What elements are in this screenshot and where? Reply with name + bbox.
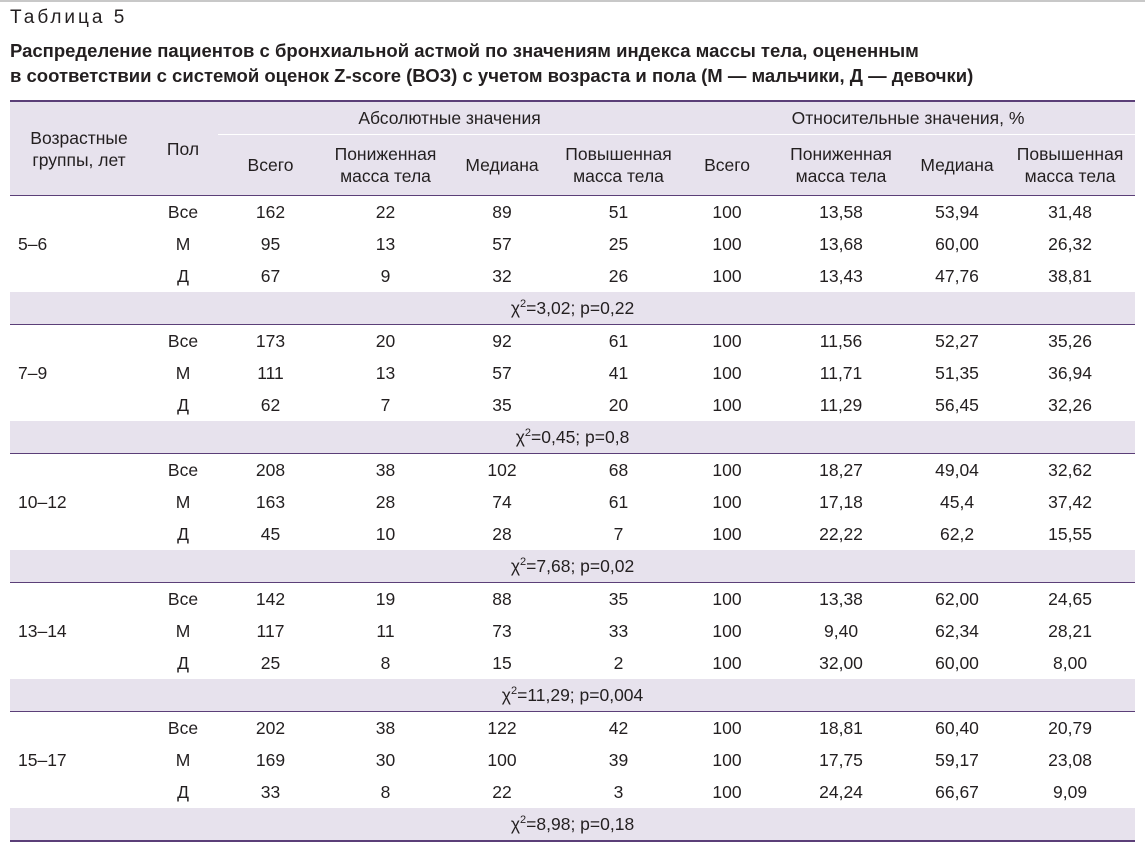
- sex-cell: М: [175, 491, 191, 512]
- chi-exponent: 2: [510, 684, 518, 697]
- value-cell: 51: [556, 196, 681, 229]
- value-cell: 173: [218, 325, 323, 358]
- chi-symbol: χ: [501, 684, 511, 705]
- age-group-cell: 13–14: [10, 583, 148, 680]
- chi-exponent: 2: [520, 813, 527, 826]
- value-cell: 33: [260, 781, 281, 802]
- value-cell: 100: [712, 620, 742, 641]
- value-cell: 9,09: [1053, 781, 1088, 802]
- value-cell: 122: [448, 712, 556, 745]
- value-cell: 163: [255, 491, 286, 512]
- chi-square-row: [10, 808, 1135, 841]
- sex-cell: Все: [148, 712, 218, 745]
- value-cell: 22,22: [819, 523, 863, 544]
- value-cell: 13,68: [819, 233, 863, 254]
- value-cell: 25: [260, 652, 281, 673]
- chi-symbol: χ: [510, 297, 521, 318]
- value-cell: 13: [375, 362, 396, 383]
- header-age-group: Возрастные группы, лет: [10, 101, 148, 196]
- value-cell: 60,40: [909, 712, 1005, 745]
- sex-cell: Д: [177, 781, 189, 802]
- table-row: [10, 583, 1135, 616]
- value-cell: 73: [492, 620, 512, 641]
- value-cell: 62: [260, 394, 281, 415]
- sex-cell: М: [175, 620, 191, 641]
- table-row: [10, 486, 1135, 518]
- table-caption: [10, 38, 1135, 88]
- value-cell: 8: [380, 781, 391, 802]
- value-cell: 7: [613, 523, 624, 544]
- value-cell: 35: [556, 583, 681, 616]
- value-cell: 100: [712, 781, 742, 802]
- value-cell: 28,21: [1048, 620, 1092, 641]
- chi-symbol: χ: [510, 555, 521, 576]
- value-cell: 88: [448, 583, 556, 616]
- value-cell: 61: [608, 491, 629, 512]
- sex-cell: Д: [177, 523, 189, 544]
- value-cell: 67: [260, 265, 281, 286]
- sex-cell: Все: [148, 454, 218, 487]
- value-cell: 22: [323, 196, 448, 229]
- value-cell: 35: [492, 394, 512, 415]
- age-group-cell: 7–9: [10, 325, 148, 422]
- table-row: [10, 260, 1135, 292]
- value-cell: 60,00: [935, 652, 979, 673]
- value-cell: 38: [323, 712, 448, 745]
- value-cell: 31,48: [1005, 196, 1135, 229]
- header-abs-overweight: Повышенная масса тела: [556, 135, 681, 196]
- chi-square-row: [10, 550, 1135, 583]
- value-cell: 2: [613, 652, 624, 673]
- table-row: [10, 454, 1135, 487]
- sex-cell: М: [175, 362, 191, 383]
- value-cell: 51,35: [935, 362, 979, 383]
- value-cell: 13: [375, 233, 396, 254]
- value-cell: 95: [260, 233, 281, 254]
- value-cell: 8: [380, 652, 391, 673]
- value-cell: 102: [448, 454, 556, 487]
- value-cell: 7: [380, 394, 391, 415]
- value-cell: 20: [608, 394, 629, 415]
- sex-cell: М: [175, 749, 191, 770]
- header-sex: Пол: [148, 101, 218, 196]
- table-row: [10, 615, 1135, 647]
- value-cell: 100: [681, 712, 773, 745]
- value-cell: 38,81: [1048, 265, 1092, 286]
- value-cell: 20,79: [1005, 712, 1135, 745]
- value-cell: 59,17: [935, 749, 979, 770]
- chi-square-cell: [10, 421, 1135, 454]
- value-cell: 100: [681, 454, 773, 487]
- value-cell: 41: [608, 362, 629, 383]
- sex-cell: Все: [148, 583, 218, 616]
- value-cell: 62,2: [940, 523, 975, 544]
- value-cell: 15,55: [1048, 523, 1092, 544]
- table-row: [10, 712, 1135, 745]
- value-cell: 100: [712, 265, 742, 286]
- chi-square-row: [10, 421, 1135, 454]
- table-row: [10, 744, 1135, 776]
- value-cell: 33: [608, 620, 629, 641]
- value-cell: 57: [492, 233, 512, 254]
- value-cell: 13,58: [773, 196, 909, 229]
- chi-symbol: χ: [515, 426, 525, 447]
- header-rel-median: Медиана: [909, 135, 1005, 196]
- value-cell: 32,26: [1048, 394, 1092, 415]
- value-cell: 117: [256, 620, 285, 641]
- value-cell: 11,29: [819, 394, 863, 415]
- header-abs-total: Всего: [218, 135, 323, 196]
- caption-line-2: в соответствии с системой оценок Z-score (ВОЗ) с учетом возраста и пола (М — мальчики, Д — девочки): [10, 65, 974, 86]
- age-group-cell: 15–17: [10, 712, 148, 809]
- value-cell: 100: [487, 749, 517, 770]
- value-cell: 30: [375, 749, 396, 770]
- chi-exponent: 2: [520, 297, 527, 310]
- value-cell: 100: [712, 394, 742, 415]
- value-cell: 32: [492, 265, 512, 286]
- value-cell: 62,00: [909, 583, 1005, 616]
- value-cell: 32,62: [1005, 454, 1135, 487]
- header-relative-values: Относительные значения, %: [681, 101, 1135, 135]
- value-cell: 24,65: [1005, 583, 1135, 616]
- value-cell: 9: [380, 265, 391, 286]
- value-cell: 142: [218, 583, 323, 616]
- caption-line-1: Распределение пациентов с бронхиальной астмой по значениям индекса массы тела, оцененным: [10, 40, 919, 61]
- bmi-distribution-table: [10, 100, 1135, 842]
- value-cell: 74: [492, 491, 512, 512]
- value-cell: 42: [556, 712, 681, 745]
- value-cell: 26,32: [1048, 233, 1092, 254]
- value-cell: 26: [608, 265, 629, 286]
- value-cell: 100: [712, 233, 742, 254]
- value-cell: 32,00: [819, 652, 863, 673]
- value-cell: 89: [448, 196, 556, 229]
- top-rule: [0, 0, 1145, 2]
- chi-square-value: =8,98; p=0,18: [526, 813, 635, 834]
- value-cell: 38: [323, 454, 448, 487]
- table-number-label: Таблица 5: [10, 7, 128, 28]
- header-rel-overweight: Повышенная масса тела: [1005, 135, 1135, 196]
- table-row: [10, 647, 1135, 679]
- header-rel-underweight: Пониженная масса тела: [773, 135, 909, 196]
- sex-cell: Д: [177, 394, 189, 415]
- sex-cell: Все: [148, 196, 218, 229]
- chi-square-value: =11,29; p=0,004: [517, 684, 644, 705]
- chi-square-row: [10, 292, 1135, 325]
- value-cell: 100: [681, 325, 773, 358]
- value-cell: 25: [608, 233, 629, 254]
- value-cell: 17,75: [819, 749, 863, 770]
- chi-square-value: =7,68; p=0,02: [526, 555, 635, 576]
- age-group-cell: 10–12: [10, 454, 148, 551]
- value-cell: 28: [492, 523, 512, 544]
- chi-square-row: [10, 679, 1135, 712]
- value-cell: 19: [323, 583, 448, 616]
- value-cell: 22: [492, 781, 512, 802]
- table-row: [10, 325, 1135, 358]
- value-cell: 49,04: [909, 454, 1005, 487]
- value-cell: 23,08: [1048, 749, 1092, 770]
- table-row: [10, 228, 1135, 260]
- header-abs-median: Медиана: [448, 135, 556, 196]
- value-cell: 57: [492, 362, 512, 383]
- value-cell: 100: [681, 583, 773, 616]
- chi-square-cell: [10, 550, 1135, 583]
- value-cell: 28: [375, 491, 396, 512]
- value-cell: 36,94: [1048, 362, 1092, 383]
- value-cell: 45: [260, 523, 281, 544]
- value-cell: 9,40: [824, 620, 859, 641]
- chi-exponent: 2: [524, 426, 532, 439]
- table-row: [10, 518, 1135, 550]
- value-cell: 61: [556, 325, 681, 358]
- chi-square-cell: [10, 679, 1135, 712]
- value-cell: 56,45: [935, 394, 979, 415]
- table-body: [10, 196, 1135, 842]
- value-cell: 208: [218, 454, 323, 487]
- header-abs-underweight: Пониженная масса тела: [323, 135, 448, 196]
- value-cell: 3: [613, 781, 624, 802]
- value-cell: 100: [712, 652, 742, 673]
- chi-exponent: 2: [520, 555, 527, 568]
- value-cell: 8,00: [1053, 652, 1088, 673]
- value-cell: 10: [375, 523, 396, 544]
- value-cell: 100: [712, 362, 742, 383]
- value-cell: 100: [712, 491, 742, 512]
- sex-cell: М: [175, 233, 191, 254]
- value-cell: 52,27: [909, 325, 1005, 358]
- value-cell: 62,34: [935, 620, 979, 641]
- value-cell: 20: [323, 325, 448, 358]
- value-cell: 15: [492, 652, 512, 673]
- header-rel-total: Всего: [681, 135, 773, 196]
- table-row: [10, 389, 1135, 421]
- value-cell: 18,81: [773, 712, 909, 745]
- value-cell: 92: [448, 325, 556, 358]
- value-cell: 100: [681, 196, 773, 229]
- value-cell: 24,24: [819, 781, 863, 802]
- value-cell: 45,4: [940, 491, 975, 512]
- chi-square-value: =0,45; p=0,8: [531, 426, 630, 447]
- value-cell: 11: [376, 620, 395, 641]
- value-cell: 17,18: [819, 491, 863, 512]
- value-cell: 162: [218, 196, 323, 229]
- value-cell: 169: [255, 749, 286, 770]
- value-cell: 111: [257, 362, 284, 383]
- value-cell: 100: [712, 749, 742, 770]
- value-cell: 11,56: [773, 325, 909, 358]
- value-cell: 35,26: [1005, 325, 1135, 358]
- table-row: [10, 776, 1135, 808]
- value-cell: 13,38: [773, 583, 909, 616]
- sex-cell: Д: [177, 265, 189, 286]
- value-cell: 202: [218, 712, 323, 745]
- value-cell: 66,67: [935, 781, 979, 802]
- chi-square-cell: [10, 292, 1135, 325]
- value-cell: 47,76: [935, 265, 979, 286]
- value-cell: 60,00: [935, 233, 979, 254]
- sex-cell: Все: [148, 325, 218, 358]
- table-row: [10, 196, 1135, 229]
- chi-symbol: χ: [510, 813, 521, 834]
- header-absolute-values: Абсолютные значения: [218, 101, 681, 135]
- value-cell: 100: [712, 523, 742, 544]
- value-cell: 13,43: [819, 265, 863, 286]
- value-cell: 68: [556, 454, 681, 487]
- chi-square-value: =3,02; p=0,22: [526, 297, 635, 318]
- value-cell: 11,71: [819, 362, 863, 383]
- value-cell: 18,27: [773, 454, 909, 487]
- sex-cell: Д: [177, 652, 189, 673]
- chi-square-cell: [10, 808, 1135, 841]
- age-group-cell: 5–6: [10, 196, 148, 293]
- table-row: [10, 357, 1135, 389]
- value-cell: 39: [608, 749, 629, 770]
- value-cell: 53,94: [909, 196, 1005, 229]
- value-cell: 37,42: [1048, 491, 1092, 512]
